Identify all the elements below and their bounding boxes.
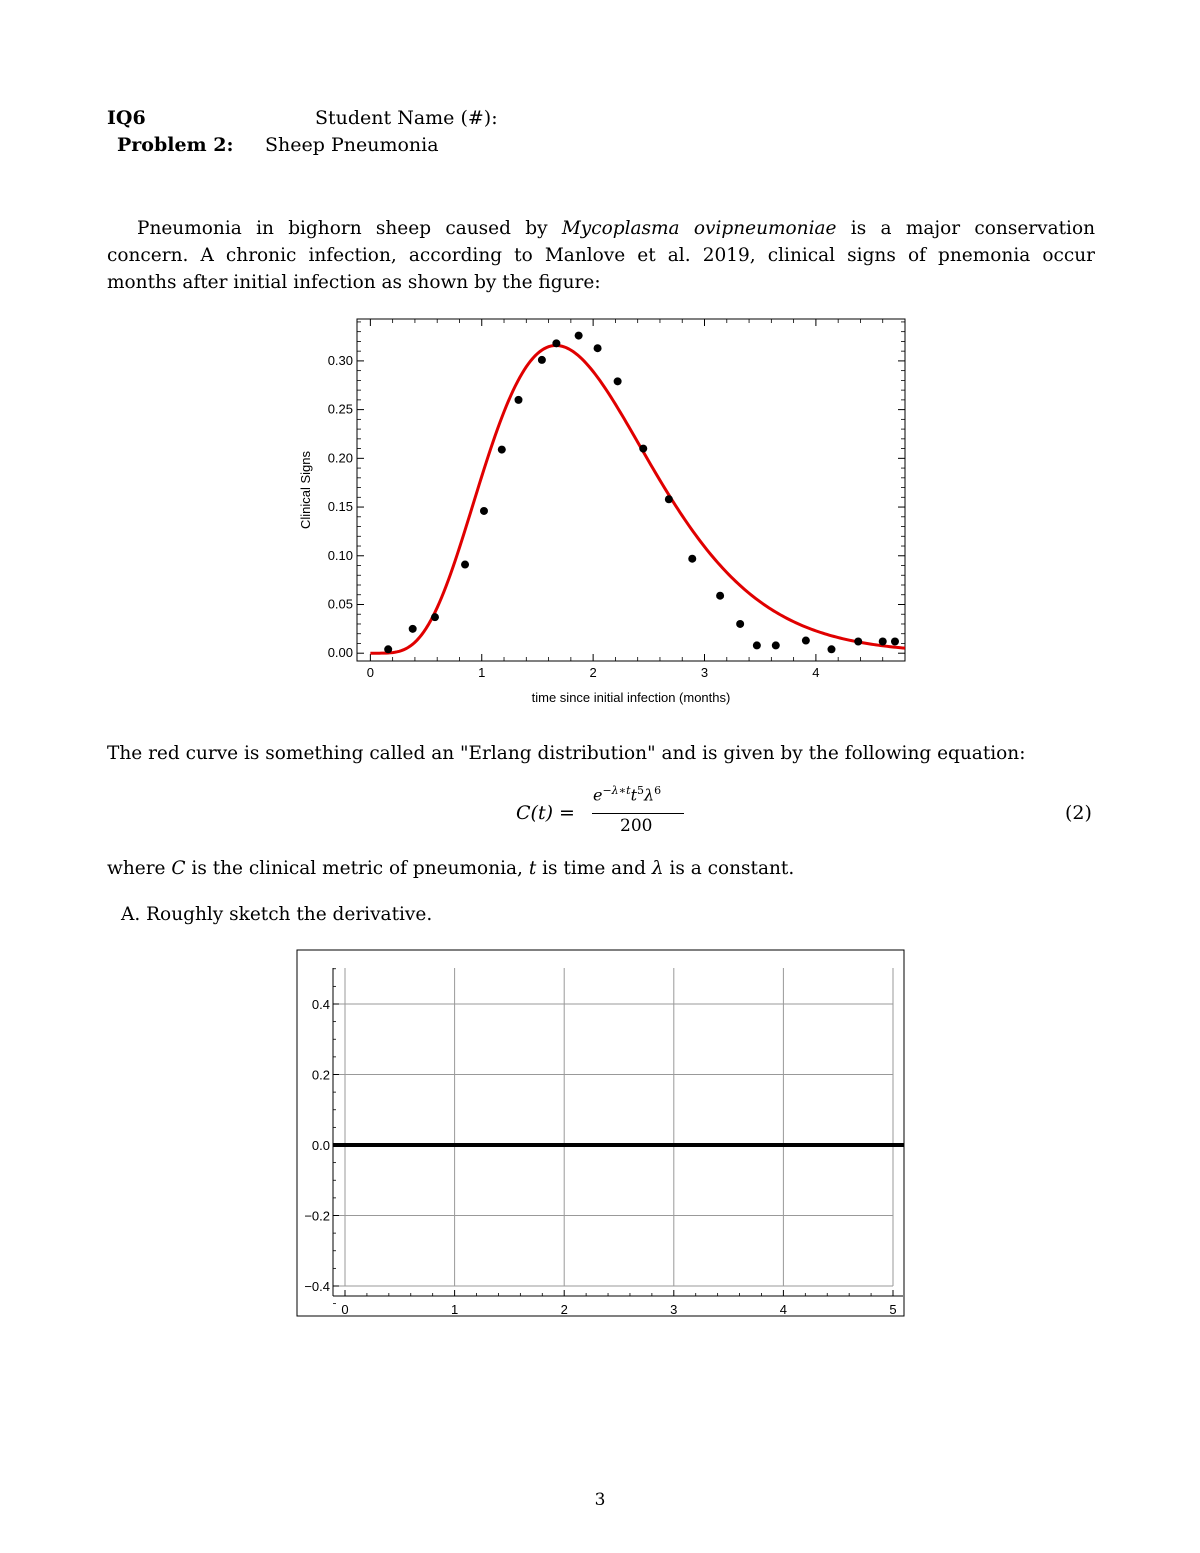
chart2-y-tick-label: 0.4: [311, 997, 330, 1012]
chart1-y-tick-label: 0.25: [327, 401, 353, 417]
eq-t-exp: 5: [637, 784, 644, 797]
fraction-bar: [592, 813, 684, 814]
problem-label: Problem 2:: [117, 134, 234, 156]
data-point: [716, 592, 724, 600]
data-point: [480, 507, 488, 515]
problem-title: Sheep Pneumonia: [265, 134, 439, 156]
data-point: [827, 645, 835, 653]
data-point: [802, 637, 810, 645]
chart1-x-tick-label: 4: [812, 665, 820, 680]
data-point: [409, 625, 417, 633]
student-name-label: Student Name (#):: [315, 107, 498, 129]
data-point: [879, 638, 887, 646]
derivative-sketch-grid: [0, 930, 1200, 1350]
data-point: [384, 645, 392, 653]
chart1-x-tick-label: 3: [700, 665, 709, 680]
equation-number: (2): [1065, 802, 1092, 824]
data-point: [753, 641, 761, 649]
data-point: [736, 620, 744, 628]
species-name: Mycoplasma ovipneumoniae: [561, 218, 837, 239]
chart2-x-tick-label: 2: [560, 1302, 568, 1317]
equation-denominator: 200: [620, 816, 653, 836]
equation-lhs: C(t) =: [516, 802, 575, 824]
chart2-y-tick-label: −0.4: [304, 1279, 330, 1294]
data-point: [575, 332, 583, 340]
symbol-t: t: [528, 858, 537, 879]
chart1-x-tick-label: 2: [589, 665, 597, 680]
chart1-x-axis-label: time since initial infection (months): [531, 690, 731, 705]
data-point: [891, 638, 899, 646]
chart1-y-axis-label: Clinical Signs: [298, 450, 313, 530]
explanation-text: The red curve is something called an "Erlang distribution" and is given by the following equation:: [107, 743, 1026, 764]
data-point: [614, 377, 622, 385]
chart2-y-tick-label: −0.2: [304, 1208, 330, 1224]
where-text-3: is time and: [536, 858, 652, 879]
intro-line-3: months after initial infection as shown by the figure:: [107, 272, 601, 293]
chart1-y-tick-label: 0.15: [327, 499, 353, 515]
chart2-x-tick-label: 5: [889, 1302, 897, 1317]
data-point: [431, 613, 439, 621]
chart1-y-tick-label: 0.10: [327, 547, 353, 563]
data-point: [665, 495, 673, 503]
intro-line-2: concern. A chronic infection, according to Manlove et al. 2019, clinical signs of pnemonia occur: [107, 245, 1095, 266]
chart1-y-tick-label: 0.05: [327, 596, 353, 612]
chart1-y-tick-label: 0.20: [327, 450, 353, 466]
where-text-1: where: [107, 858, 172, 879]
chart1-x-tick-label: 0: [366, 665, 374, 680]
data-point: [772, 641, 780, 649]
data-point: [552, 339, 560, 347]
where-text-2: is the clinical metric of pneumonia,: [185, 858, 529, 879]
eq-exp: −λ∗t: [602, 784, 631, 797]
chart2-x-tick-label: 0: [341, 1302, 349, 1317]
chart1-y-tick-label: 0.30: [327, 352, 353, 368]
eq-t: t: [630, 785, 637, 805]
data-point: [854, 638, 862, 646]
chart2-y-tick-label: 0.2: [311, 1067, 330, 1083]
equation-numerator: [593, 784, 661, 804]
data-point: [594, 344, 602, 352]
eq-e: e: [593, 785, 603, 805]
eq-lambda: λ: [644, 785, 655, 805]
data-point: [688, 555, 696, 563]
clinical-signs-chart: [0, 0, 1200, 720]
chart2-x-tick-label: 3: [670, 1302, 678, 1317]
chart2-frame: [297, 950, 904, 1316]
where-text: [107, 855, 1095, 882]
data-point: [515, 396, 523, 404]
data-point: [538, 356, 546, 364]
erlang-equation: [0, 780, 1200, 840]
question-a: A. Roughly sketch the derivative.: [121, 904, 433, 925]
chart2-x-tick-label: 4: [779, 1302, 788, 1317]
where-text-4: is a constant.: [663, 858, 795, 879]
course-label: IQ6: [107, 107, 146, 129]
chart1-frame: [357, 319, 905, 661]
eq-lambda-exp: 6: [654, 784, 662, 797]
page-number: 3: [594, 1490, 606, 1510]
symbol-C: C: [171, 858, 186, 879]
chart1-y-tick-label: 0.00: [327, 645, 353, 661]
erlang-curve: [370, 345, 905, 653]
chart1-x-tick-label: 1: [478, 665, 486, 680]
data-point: [639, 445, 647, 453]
chart2-x-tick-label: 1: [450, 1302, 459, 1317]
chart2-y-tick-label: 0.0: [311, 1138, 330, 1153]
intro-text-before: Pneumonia in bighorn sheep caused by: [137, 218, 562, 239]
data-point: [461, 561, 469, 569]
intro-text-after: is a major conservation: [836, 218, 1096, 239]
symbol-lambda: λ: [651, 858, 664, 879]
data-point: [498, 446, 506, 454]
